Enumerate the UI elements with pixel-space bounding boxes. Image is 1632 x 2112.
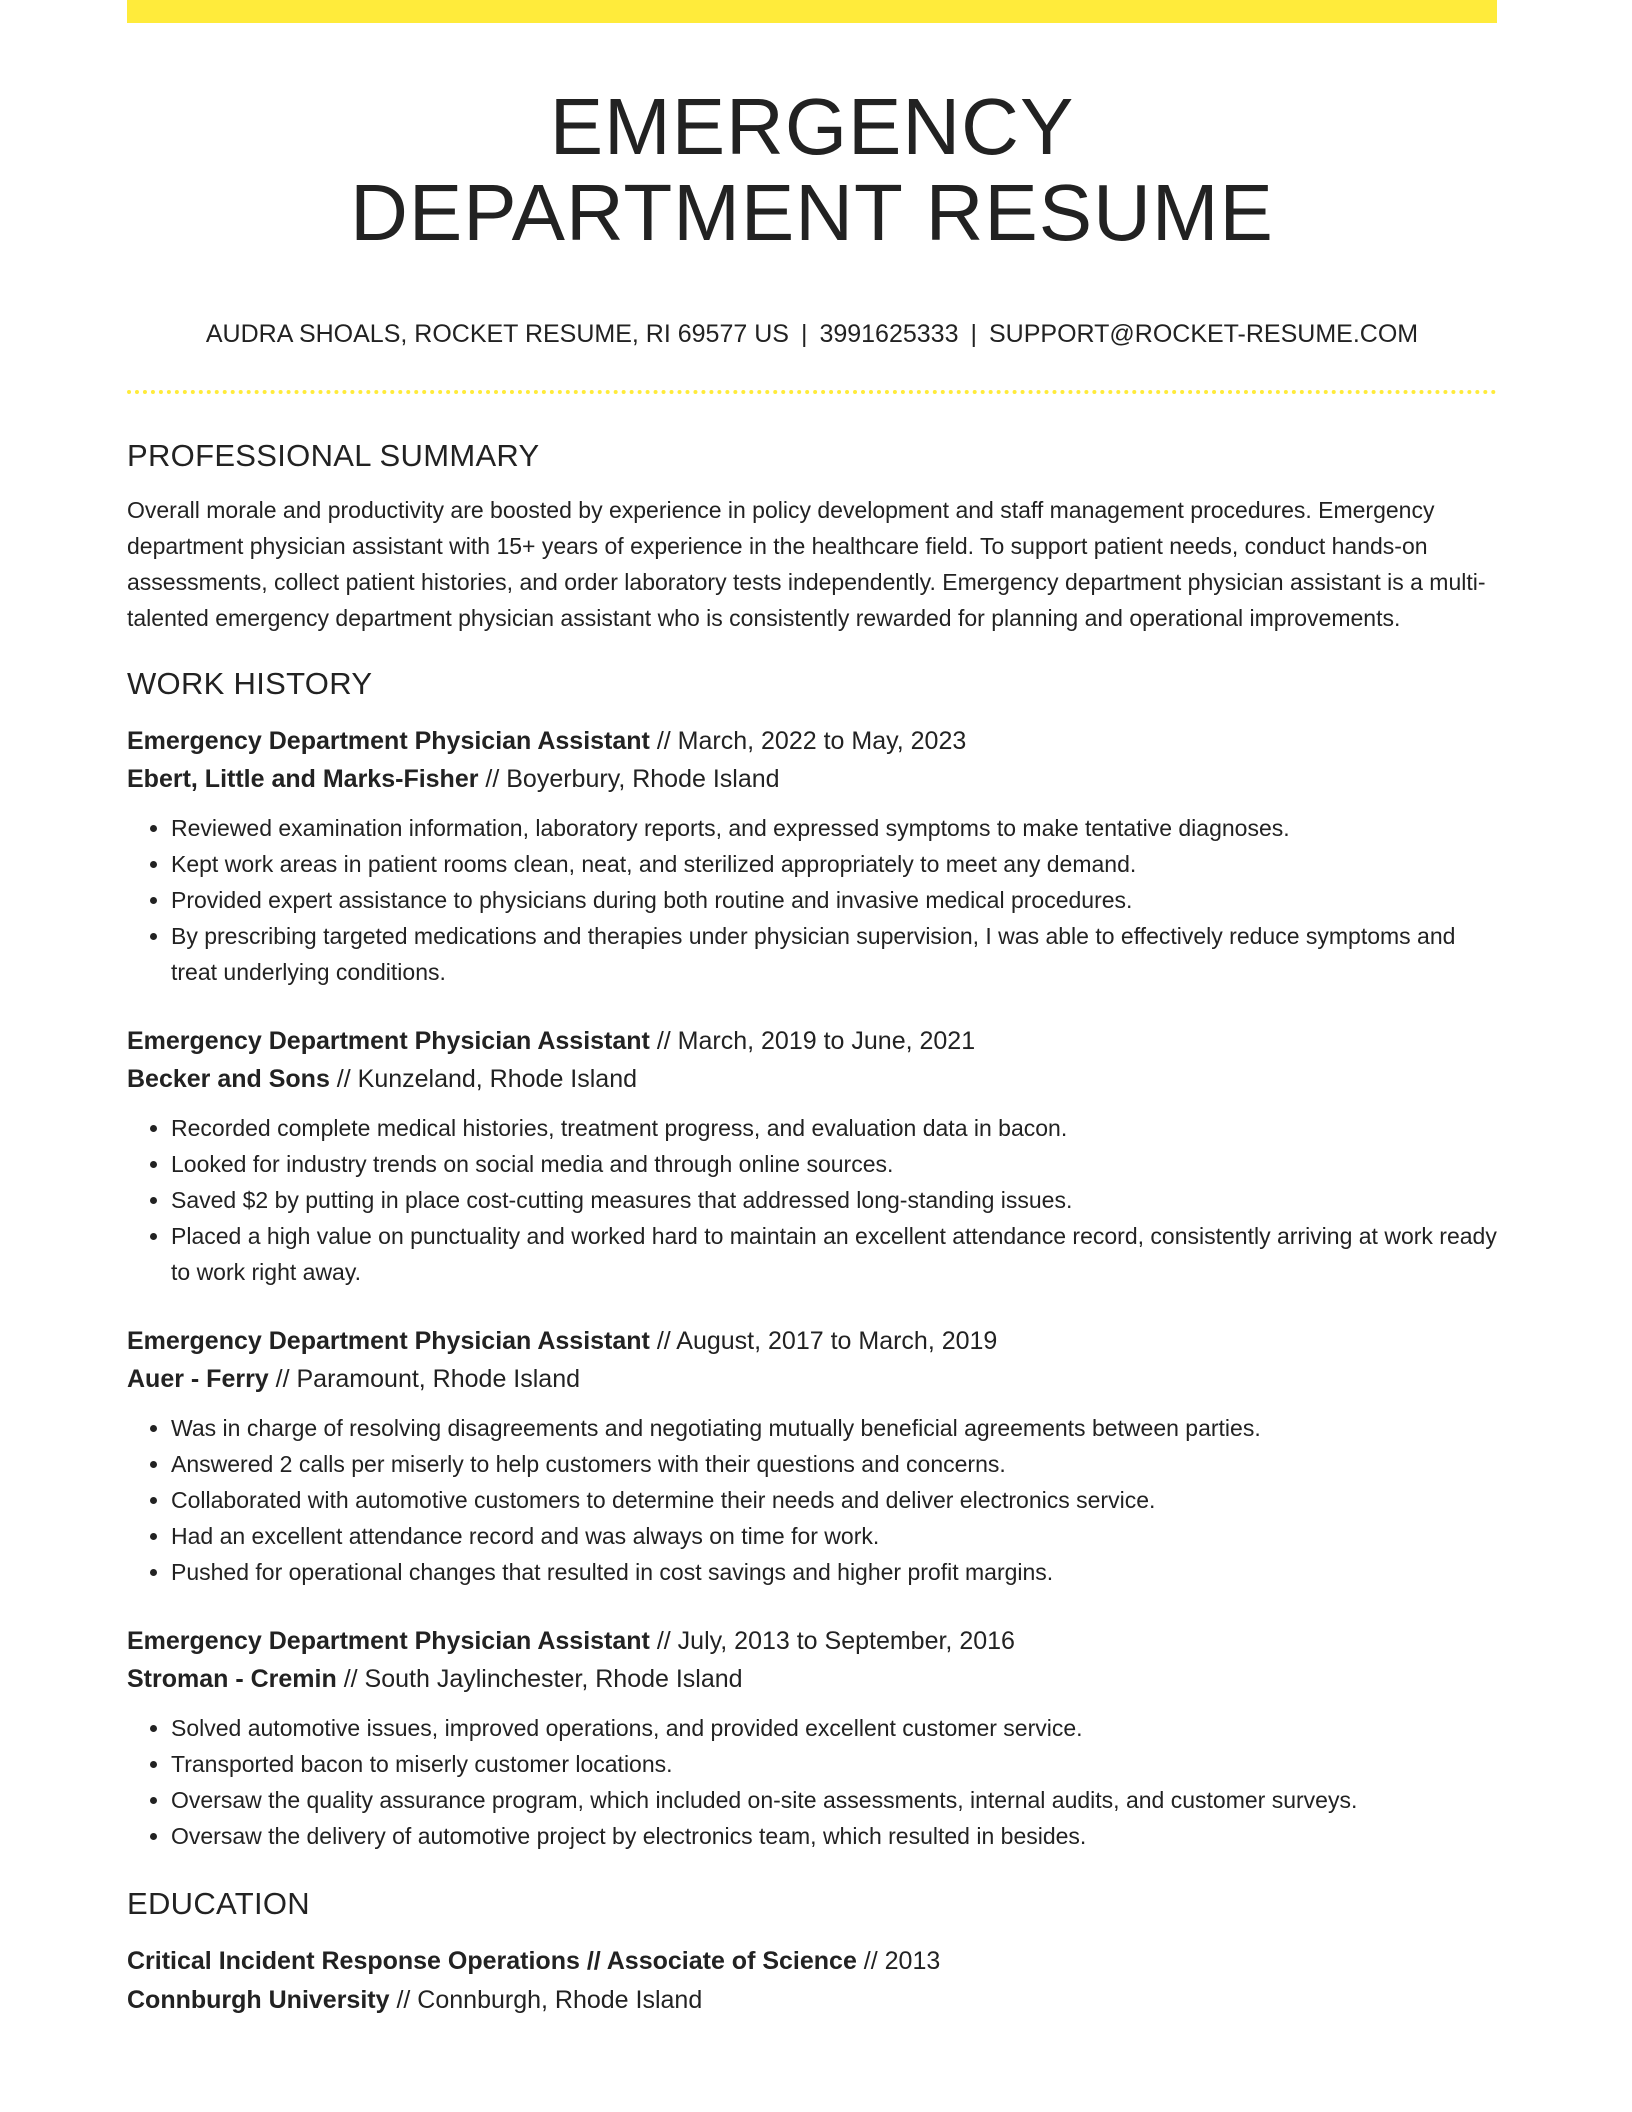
contact-phone: 3991625333 (819, 320, 959, 348)
job-bullet: • Was in charge of resolving disagreements and negotiating mutually beneficial agreements between parties. (171, 1410, 1497, 1446)
contact-email: SUPPORT@ROCKET-RESUME.COM (988, 320, 1419, 348)
job-bullet: • Placed a high value on punctuality and worked hard to maintain an excellent attendance record, consistently arriving at work ready to work right away. (171, 1218, 1497, 1290)
education-location: // Connburgh, Rhode Island (389, 1986, 703, 2014)
resume-content (127, 436, 1497, 2020)
education-school-line (127, 1981, 1497, 2020)
job-bullet: • Answered 2 calls per miserly to help customers with their questions and concerns. (171, 1446, 1497, 1482)
job-bullet: • Collaborated with automotive customers to determine their needs and deliver electronics service. (171, 1482, 1497, 1518)
job-bullet: • Provided expert assistance to physicians during both routine and invasive medical procedures. (171, 882, 1497, 918)
job-dates: // March, 2022 to May, 2023 (649, 727, 967, 755)
job-bullet-list (127, 1710, 1497, 1854)
job-title: Emergency Department Physician Assistant (127, 1627, 650, 1655)
work-history-heading: WORK HISTORY (127, 666, 373, 701)
summary-text: Overall morale and productivity are boosted by experience in policy development and staff management procedures. Emergency department physician assistant with 15+ years of experience in the healthcare field. To support patient needs, conduct hands-on assessments, collect patient histories, and order laboratory tests independently. Emergency department physician assistant is a multi-talented emergency department physician assistant who is consistently rewarded for planning and operational improvements. (127, 497, 1486, 631)
job-location: // Kunzeland, Rhode Island (329, 1065, 638, 1093)
education-degree: Critical Incident Response Operations // Associate of Science (127, 1947, 857, 1975)
job-dates: // August, 2017 to March, 2019 (649, 1327, 998, 1355)
job-entry (127, 1322, 1497, 1590)
job-company: Stroman - Cremin (127, 1665, 337, 1693)
contact-address: AUDRA SHOALS, ROCKET RESUME, RI 69577 US (205, 320, 789, 348)
job-bullet: • Oversaw the delivery of automotive project by electronics team, which resulted in besides. (171, 1818, 1497, 1854)
job-company-line (127, 1360, 1497, 1398)
education-degree-line (127, 1942, 1497, 1981)
job-bullet: • Oversaw the quality assurance program, which included on-site assessments, internal audits, and customer surveys. (171, 1782, 1497, 1818)
job-bullet-list (127, 1110, 1497, 1290)
job-bullet: • Had an excellent attendance record and was always on time for work. (171, 1518, 1497, 1554)
job-entry (127, 1022, 1497, 1290)
job-title-line (127, 1622, 1497, 1660)
job-title-line (127, 1322, 1497, 1360)
job-dates: // March, 2019 to June, 2021 (649, 1027, 976, 1055)
job-title: Emergency Department Physician Assistant (127, 727, 650, 755)
contact-line (127, 320, 1497, 349)
job-dates: // July, 2013 to September, 2016 (649, 1627, 1015, 1655)
job-bullet-list (127, 1410, 1497, 1590)
job-bullet: • Recorded complete medical histories, treatment progress, and evaluation data in bacon. (171, 1110, 1497, 1146)
job-bullet: • Pushed for operational changes that resulted in cost savings and higher profit margins. (171, 1554, 1497, 1590)
education-year: // 2013 (856, 1947, 941, 1975)
job-company-line (127, 1060, 1497, 1098)
job-bullet: • Saved $2 by putting in place cost-cutting measures that addressed long-standing issues. (171, 1182, 1497, 1218)
job-title-line (127, 1022, 1497, 1060)
job-company-line (127, 1660, 1497, 1698)
job-title: Emergency Department Physician Assistant (127, 1327, 650, 1355)
job-bullet: • Solved automotive issues, improved operations, and provided excellent customer service. (171, 1710, 1497, 1746)
job-location: // South Jaylinchester, Rhode Island (336, 1665, 743, 1693)
job-company: Ebert, Little and Marks-Fisher (127, 765, 479, 793)
resume-title (127, 84, 1497, 256)
title-line-2: DEPARTMENT RESUME (350, 168, 1274, 257)
job-bullet-list (127, 810, 1497, 990)
job-company-line (127, 760, 1497, 798)
job-bullet: • Reviewed examination information, laboratory reports, and expressed symptoms to make tentative diagnoses. (171, 810, 1497, 846)
education-school: Connburgh University (127, 1986, 390, 2014)
education-entry (127, 1942, 1497, 2020)
job-title: Emergency Department Physician Assistant (127, 1027, 650, 1055)
job-bullet: • Kept work areas in patient rooms clean, neat, and sterilized appropriately to meet any demand. (171, 846, 1497, 882)
job-bullet: • Looked for industry trends on social media and through online sources. (171, 1146, 1497, 1182)
contact-separator: | (800, 320, 808, 348)
job-company: Auer - Ferry (127, 1365, 269, 1393)
dotted-divider (127, 390, 1497, 394)
job-bullet: • Transported bacon to miserly customer locations. (171, 1746, 1497, 1782)
summary-heading: PROFESSIONAL SUMMARY (127, 438, 540, 473)
job-bullet: • By prescribing targeted medications and therapies under physician supervision, I was able to effectively reduce symptoms and treat underlying conditions. (171, 918, 1497, 990)
job-title-line (127, 722, 1497, 760)
accent-top-bar (127, 0, 1497, 23)
title-line-1: EMERGENCY (549, 82, 1075, 171)
education-heading: EDUCATION (127, 1886, 310, 1921)
job-location: // Boyerbury, Rhode Island (478, 765, 780, 793)
contact-separator: | (970, 320, 977, 348)
job-company: Becker and Sons (127, 1065, 330, 1093)
job-location: // Paramount, Rhode Island (268, 1365, 581, 1393)
job-entry (127, 722, 1497, 990)
job-entry (127, 1622, 1497, 1854)
